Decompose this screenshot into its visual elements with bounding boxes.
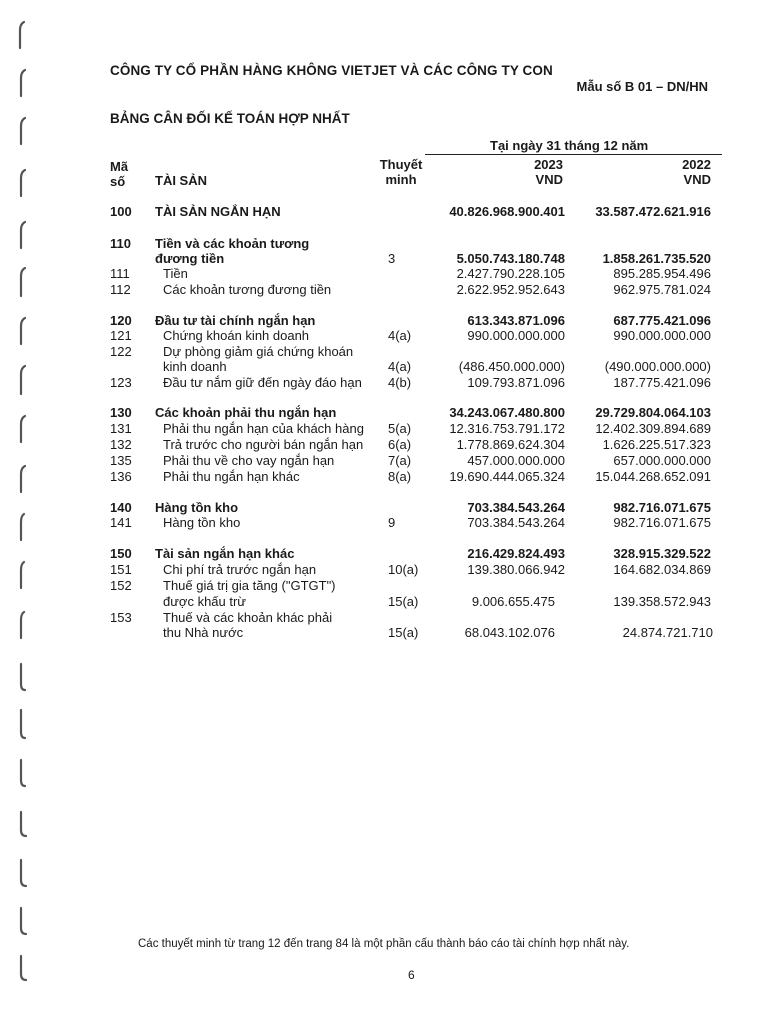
document-title: BẢNG CÂN ĐỐI KẾ TOÁN HỢP NHẤT <box>110 111 350 126</box>
row-label: Đầu tư tài chính ngắn hạn <box>155 313 316 328</box>
row-label: đương tiền <box>155 251 225 266</box>
row-value-2022: 990.000.000.000 <box>613 328 711 343</box>
row-value-2022: 139.358.572.943 <box>613 594 711 609</box>
row-value-2022: 1.858.261.735.520 <box>602 251 711 266</box>
row-value-2022: 687.775.421.096 <box>613 313 711 328</box>
row-note: 15(a) <box>388 625 419 640</box>
row-value-2023: 139.380.066.942 <box>467 562 565 577</box>
row-value-2022: 962.975.781.024 <box>613 282 711 297</box>
row-code: 135 <box>110 453 132 468</box>
row-label: Phải thu về cho vay ngắn hạn <box>163 453 335 468</box>
row-code: 132 <box>110 437 132 452</box>
row-note: 8(a) <box>388 469 412 484</box>
row-value-2023: 1.778.869.624.304 <box>456 437 565 452</box>
row-label: Trả trước cho người bán ngắn hạn <box>163 437 364 452</box>
row-code: 122 <box>110 344 132 359</box>
row-value-2022: 187.775.421.096 <box>613 375 711 390</box>
row-label: Đầu tư nắm giữ đến ngày đáo hạn <box>163 375 362 390</box>
row-label: Các khoản tương đương tiền <box>163 282 332 297</box>
row-value-2022: 15.044.268.652.091 <box>595 469 711 484</box>
row-note: 7(a) <box>388 453 412 468</box>
row-note: 6(a) <box>388 437 412 452</box>
row-value-2022: 12.402.309.894.689 <box>595 421 711 436</box>
column-header-code-line1: Mã <box>110 159 129 174</box>
row-label: Phải thu ngắn hạn khác <box>163 469 300 484</box>
footer-note: Các thuyết minh từ trang 12 đến trang 84 là một phần cấu thành báo cáo tài chính hợp nhất này. <box>138 938 630 950</box>
row-label: Hàng tồn kho <box>163 515 241 530</box>
row-label: kinh doanh <box>163 359 227 374</box>
column-header-code-line2: số <box>110 174 126 189</box>
row-label: Chứng khoán kinh doanh <box>163 328 310 343</box>
row-code: 152 <box>110 578 132 593</box>
row-value-2023: 613.343.871.096 <box>467 313 565 328</box>
row-label: Tiền và các khoản tương <box>155 236 310 251</box>
row-value-2023: 68.043.102.076 <box>464 625 555 640</box>
row-note: 10(a) <box>388 562 419 577</box>
row-code: 130 <box>110 405 132 420</box>
row-value-2023: 990.000.000.000 <box>467 328 565 343</box>
row-value-2023: 703.384.543.264 <box>467 500 565 515</box>
row-value-2023: (486.450.000.000) <box>458 359 565 374</box>
row-code: 151 <box>110 562 132 577</box>
row-value-2022: 164.682.034.869 <box>613 562 711 577</box>
row-label: TÀI SẢN NGẮN HẠN <box>155 204 281 219</box>
row-value-2023: 34.243.067.480.800 <box>449 405 565 420</box>
row-code: 131 <box>110 421 132 436</box>
row-code: 111 <box>110 266 130 281</box>
column-header-2022-year: 2022 <box>682 157 711 172</box>
row-value-2022: 24.874.721.710 <box>622 625 713 640</box>
row-label: Các khoản phải thu ngắn hạn <box>155 405 337 420</box>
row-code: 136 <box>110 469 132 484</box>
row-label: Dự phòng giảm giá chứng khoán <box>163 344 354 359</box>
row-label: Hàng tồn kho <box>155 500 239 515</box>
row-code: 112 <box>110 282 131 297</box>
row-label: Tiền <box>163 266 188 281</box>
row-value-2022: 29.729.804.064.103 <box>595 405 711 420</box>
row-label: Chi phí trả trước ngắn hạn <box>163 562 317 577</box>
row-label: Thuế giá trị gia tăng ("GTGT") <box>163 578 336 593</box>
row-code: 120 <box>110 313 132 328</box>
row-value-2023: 2.427.790.228.105 <box>456 266 565 281</box>
column-header-note-line1: Thuyết <box>379 157 423 172</box>
row-label: Tài sản ngắn hạn khác <box>155 546 295 561</box>
row-value-2023: 216.429.824.493 <box>467 546 565 561</box>
row-value-2023: 9.006.655.475 <box>471 594 555 609</box>
row-value-2023: 703.384.543.264 <box>467 515 565 530</box>
row-code: 121 <box>110 328 132 343</box>
row-note: 4(b) <box>388 375 412 390</box>
row-code: 123 <box>110 375 132 390</box>
column-header-assets: TÀI SẢN <box>155 173 207 188</box>
row-label: Phải thu ngắn hạn của khách hàng <box>163 421 364 436</box>
row-code: 141 <box>110 515 132 530</box>
form-code: Mẫu số B 01 – DN/HN <box>576 79 708 94</box>
row-value-2022: 982.716.071.675 <box>613 515 711 530</box>
row-value-2022: 1.626.225.517.323 <box>602 437 711 452</box>
row-value-2023: 12.316.753.791.172 <box>449 421 565 436</box>
row-note: 3 <box>388 251 396 266</box>
row-note: 5(a) <box>388 421 412 436</box>
row-label: được khấu trừ <box>163 594 247 609</box>
date-header: Tại ngày 31 tháng 12 năm <box>490 138 649 153</box>
row-value-2022: 328.915.329.522 <box>613 546 711 561</box>
row-code: 153 <box>110 610 132 625</box>
row-value-2022: 33.587.472.621.916 <box>595 204 711 219</box>
row-code: 100 <box>110 204 132 219</box>
row-note: 15(a) <box>388 594 419 609</box>
column-header-note-line2: minh <box>385 172 417 187</box>
row-label: thu Nhà nước <box>163 625 244 640</box>
page-number: 6 <box>408 968 415 982</box>
row-note: 4(a) <box>388 328 412 343</box>
column-header-2022-unit: VND <box>683 172 711 187</box>
column-header-2023-unit: VND <box>535 172 563 187</box>
row-code: 150 <box>110 546 132 561</box>
row-value-2023: 19.690.444.065.324 <box>449 469 565 484</box>
row-value-2023: 2.622.952.952.643 <box>456 282 565 297</box>
row-code: 110 <box>110 236 131 251</box>
row-value-2022: 982.716.071.675 <box>613 500 711 515</box>
row-label: Thuế và các khoản khác phải <box>163 610 333 625</box>
row-value-2023: 40.826.968.900.401 <box>449 204 565 219</box>
row-value-2022: 895.285.954.496 <box>613 266 711 281</box>
row-value-2023: 457.000.000.000 <box>467 453 565 468</box>
row-value-2023: 5.050.743.180.748 <box>456 251 565 266</box>
row-code: 140 <box>110 500 132 515</box>
company-name: CÔNG TY CỔ PHẦN HÀNG KHÔNG VIETJET VÀ CÁC CÔNG TY CON <box>110 63 553 78</box>
row-note: 9 <box>388 515 396 530</box>
row-value-2022: 657.000.000.000 <box>613 453 711 468</box>
row-value-2023: 109.793.871.096 <box>467 375 565 390</box>
row-value-2022: (490.000.000.000) <box>604 359 711 374</box>
column-header-2023-year: 2023 <box>534 157 563 172</box>
row-note: 4(a) <box>388 359 412 374</box>
